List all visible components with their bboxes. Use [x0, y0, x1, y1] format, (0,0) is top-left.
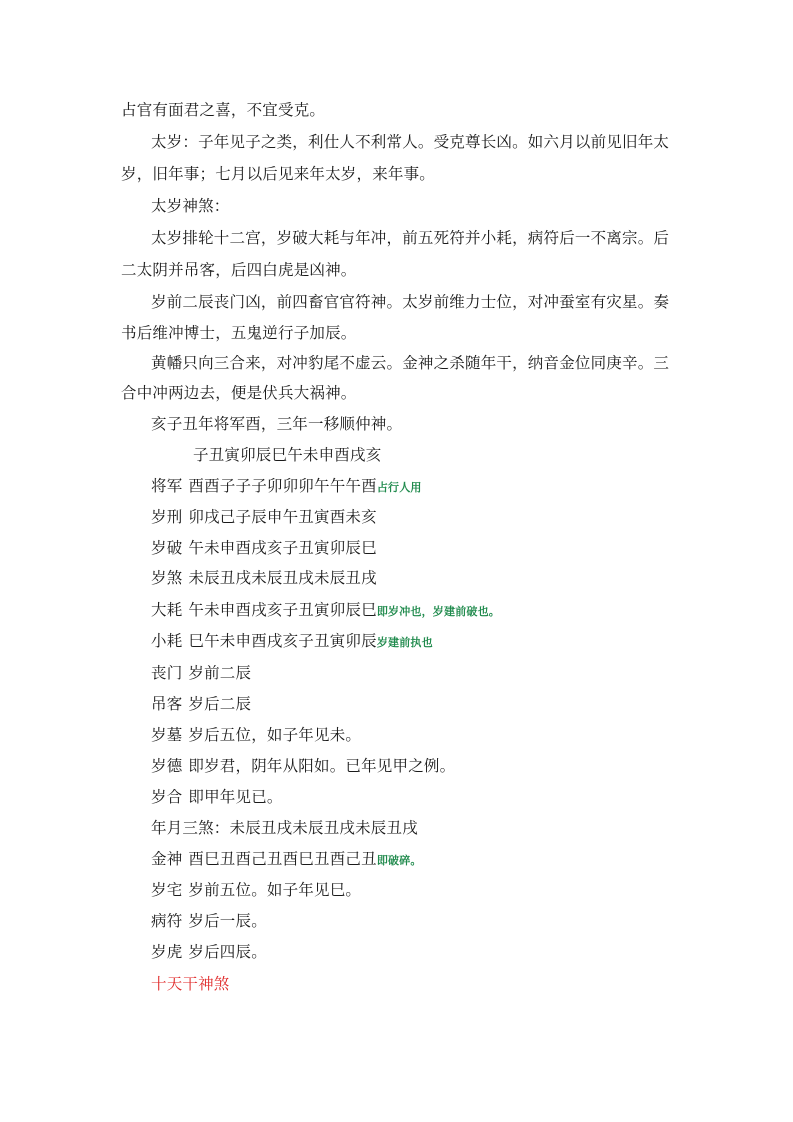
- row-label: 岁虎: [151, 943, 183, 961]
- table-row: [151, 849, 422, 871]
- branch-header-row: 子丑寅卯辰巳午未申酉戌亥: [193, 446, 382, 464]
- table-row: [151, 756, 455, 776]
- row-value: 即岁君，阴年从阳如。已年见甲之例。: [188, 757, 456, 775]
- row-label: 大耗: [151, 601, 183, 619]
- row-value: 岁后五位，如子年见未。: [188, 726, 362, 744]
- row-label: 岁合: [151, 788, 183, 806]
- row-value: 岁后四辰。: [188, 943, 267, 961]
- row-value: 酉巳丑酉己丑酉巳丑酉己丑: [188, 850, 377, 868]
- table-row: [151, 880, 361, 900]
- row-value: 酉酉子子子卯卯卯午午午酉: [188, 477, 377, 495]
- text-line: 太岁：子年见子之类，利仕人不利常人。受克尊长凶。如六月以前见旧年太: [151, 133, 670, 151]
- row-note: 即破碎。: [376, 854, 422, 867]
- text-line: 亥子丑年将军酉，三年一移顺仲神。: [151, 415, 403, 433]
- table-row: [151, 663, 251, 683]
- table-row: [151, 538, 377, 558]
- table-row: [151, 787, 283, 807]
- row-label: 岁宅: [151, 881, 183, 899]
- text-line: 合中冲两边去，便是伏兵大祸神。: [121, 384, 357, 402]
- text-line: 二太阴并吊客，后四白虎是凶神。: [121, 261, 357, 279]
- sansha-line: 年月三煞：未辰丑戌未辰丑戌未辰丑戌: [151, 819, 418, 837]
- row-label: 丧门: [151, 664, 183, 682]
- row-value: 午未申酉戌亥子丑寅卯辰巳: [188, 539, 377, 557]
- row-label: 金神: [151, 850, 183, 868]
- row-value: 即甲年见已。: [188, 788, 283, 806]
- row-value: 午未申酉戌亥子丑寅卯辰巳: [188, 601, 377, 619]
- row-label: 小耗: [151, 632, 183, 650]
- table-row: [151, 725, 361, 745]
- row-label: 岁墓: [151, 726, 183, 744]
- table-row: [151, 476, 422, 498]
- row-label: 岁破: [151, 539, 183, 557]
- row-label: 岁德: [151, 757, 183, 775]
- section-heading: 太岁神煞：: [151, 197, 230, 215]
- table-row: [151, 568, 377, 588]
- row-value: 巳午未申酉戌亥子丑寅卯辰: [188, 632, 377, 650]
- text-line: 占官有面君之喜，不宜受克。: [121, 101, 326, 119]
- text-line: 太岁排轮十二宫，岁破大耗与年冲，前五死符并小耗，病符后一不离宗。后: [151, 229, 670, 247]
- section-heading-red: 十天干神煞: [151, 975, 230, 993]
- table-row: [151, 911, 267, 931]
- table-row: [151, 507, 377, 527]
- row-label: 将军: [151, 477, 183, 495]
- row-note: 岁建前执也: [376, 636, 433, 649]
- row-value: 岁后一辰。: [188, 912, 267, 930]
- row-value: 未辰丑戌未辰丑戌未辰丑戌: [188, 569, 377, 587]
- row-note: 占行人用: [376, 481, 422, 494]
- table-row: [151, 694, 251, 714]
- row-label: 吊客: [151, 695, 183, 713]
- row-label: 病符: [151, 912, 183, 930]
- row-value: 岁后二辰: [188, 695, 252, 713]
- row-value: 岁前二辰: [188, 664, 252, 682]
- text-line: 岁前二辰丧门凶，前四畜官官符神。太岁前维力士位，对冲蚕室有灾星。奏: [151, 293, 670, 311]
- row-label: 岁刑: [151, 508, 183, 526]
- text-line: 书后维冲博士，五鬼逆行子加辰。: [121, 324, 357, 342]
- table-row: [151, 942, 267, 962]
- row-value: 岁前五位。如子年见巳。: [188, 881, 362, 899]
- text-line: 黄幡只向三合来，对冲豹尾不虚云。金神之杀随年干，纳音金位同庚辛。三: [151, 354, 670, 372]
- row-note: 即岁冲也，岁建前破也。: [376, 605, 501, 618]
- text-line: 岁，旧年事；七月以后见来年太岁，来年事。: [121, 165, 436, 183]
- row-label: 岁煞: [151, 569, 183, 587]
- row-value: 卯戌己子辰申午丑寅酉未亥: [188, 508, 377, 526]
- table-row: [151, 600, 500, 622]
- table-row: [151, 631, 433, 653]
